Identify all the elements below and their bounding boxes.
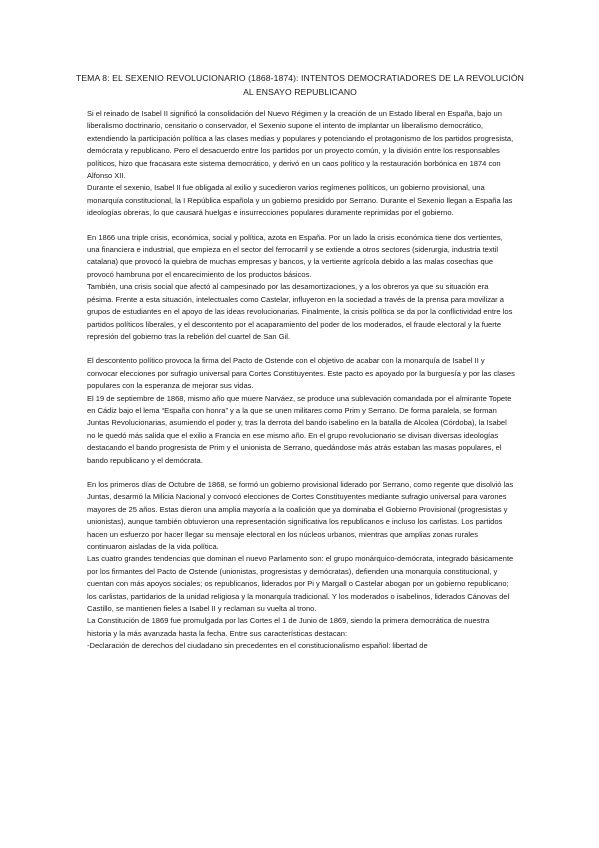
paragraph-social-crisis: También, una crisis social que afectó al campesinado por las desamortizaciones, y a los obreros ya que su situación era pésima. Frente a esta situación, intelectuales como Castelar, influyeron en la sociedad a través de la prensa para movilizar a grupos de estudiantes en el apoyo de las ideas revolucionarias. Finalmente, la crisis política se da por la conflictividad entre los partidos políticos liberales, y el descontento por el acaparamiento del poder de los moderados, el fraude electoral y la fuerte represión del gobierno tras la rebelión del cuartel de San Gil.: [87, 282, 513, 341]
paragraph-sublevacion: El 19 de septiembre de 1868, mismo año que muere Narváez, se produce una sublevación comandada por el almirante Topete en Cádiz bajo el lema “España con honra” y a la que se unen militares como Prim y Serrano. De forma paralela, se forman Juntas Revolucionarias, asumiendo el poder y, tras la derrota del bando isabelino en la batalla de Alcolea (Córdoba), la Isabel no le quedó más salida que el exilio a Francia en ese mismo año. En el grupo revolucionario se divisan diversas ideologías destacando el bando progresista de Prim y el unionista de Serrano, quedándose más atrás estaban las masas populares, el bando republicano y el demócrata.: [87, 393, 512, 465]
paragraph-crisis-1866: En 1866 una triple crisis, económica, social y política, azota en España. Por un lado la crisis económica tiene dos vertientes, una financiera e industrial, que empieza en el sector del ferrocarril y se extiende a otros sectores (siderurgia, industria textil catalana) que provocó la quiebra de muchas empresas y bancos, y la vertiente agrícola debido a las malas cosechas que provocó hambruna por el encarecimiento de los productos básicos.: [87, 232, 503, 279]
paragraph-constitucion-1869: La Constitución de 1869 fue promulgada por las Cortes el 1 de Junio de 1869, siendo la primera democrática de nuestra historia y la más avanzada hasta la fecha. Entre sus características destacan:: [87, 616, 490, 638]
paragraph-gobierno-provisional: En los primeros días de Octubre de 1868, se formó un gobierno provisional liderado por Serrano, como regente que disolvió las Juntas, desarmó la Milicia Nacional y convocó elecciones de Cortes Constituyentes mediante sufragio universal para varones mayores de 25 años. Estas dieron una amplia mayoría a la coalición que ya dominaba el Gobierno Provisional (progresistas y unionistas), aunque también obtuvieron una representación significativa los republicanos e incluso los carlistas. Los partidos hacen un esfuerzo por hacer llegar su mensaje electoral en los núcleos urbanos, mientras que amplias zonas rurales continuaron aisladas de la vida política.: [87, 479, 514, 551]
paragraph-tendencias: Las cuatro grandes tendencias que dominan el nuevo Parlamento son: el grupo monárquico-demócrata, integrado básicamente por los firmantes del Pacto de Ostende (unionistas, progresistas y demócratas), defienden una monarquía constitucional, y cuentan con más apoyos sociales; os republicanos, liderados por Pi y Margall o Castelar abogan por un gobierno republicano; los carlistas, partidarios de la unidad religiosa y la monarquía tradicional. Y los moderados o isabelinos, liderados Cánovas del Castillo, se mantienen fieles a Isabel II y reclaman su vuelta al trono.: [87, 554, 514, 614]
document-body: [87, 108, 515, 653]
paragraph-intro: Si el reinado de Isabel II significó la consolidación del Nuevo Régimen y la creación de un Estado liberal en España, bajo un liberalismo doctrinario, censitario o conservador, el Sexenio supone el intento de implantar un liberalismo democrático, extendiendo la participación política a las clases medias y populares y potenciando el protagonismo de los partidos progresista, demócrata y republicano. Pero el desacuerdo entre los partidos por un proyecto común, y la división entre los responsables políticos, hizo que fracasara este sistema democrático, y derivó en un caos político y la restauración borbónica en 1874 con Alfonso XII.: [87, 109, 514, 181]
paragraph-pacto-ostende: El descontento político provoca la firma del Pacto de Ostende con el objetivo de acabar con la monarquía de Isabel II y convocar elecciones por sufragio universal para Cortes Constituyentes. Este pacto es apoyado por la burguesía y por las clases populares con la esperanza de mejorar sus vidas.: [87, 356, 515, 391]
document-title: TEMA 8: EL SEXENIO REVOLUCIONARIO (1868-1874): INTENTOS DEMOCRATIADORES DE LA REVOLUCIÓN AL ENSAYO REPUBLICANO: [76, 73, 524, 97]
paragraph-regimes: Durante el sexenio, Isabel II fue obligada al exilio y sucedieron varios regímenes políticos, un gobierno provisional, una monarquía constitucional, la I República española y un gobierno presidido por Serrano. Durante el Sexenio llegan a España las ideologías obreras, lo que causará huelgas e insurrecciones populares duramente reprimidas por el gobierno.: [87, 183, 513, 218]
paragraph-declaracion-derechos: -Declaración de derechos del ciudadano sin precedentes en el constitucionalismo español: libertad de: [87, 641, 428, 651]
